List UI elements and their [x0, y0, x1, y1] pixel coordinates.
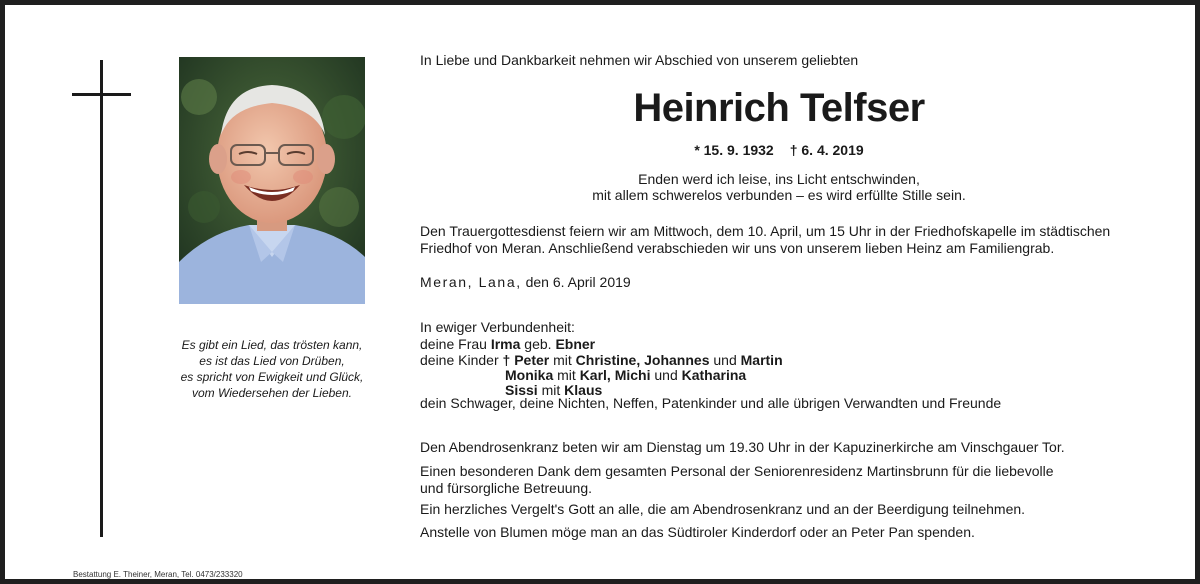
poem-line: es spricht von Ewigkeit und Glück, — [180, 370, 364, 384]
mit-label: mit — [537, 382, 565, 398]
grandchildren-names: Christine, Johannes — [575, 352, 710, 368]
birth-date: * 15. 9. 1932 — [694, 142, 774, 158]
quote — [420, 171, 1138, 203]
grandchild-name: Katharina — [681, 367, 747, 383]
cross-icon — [100, 60, 103, 537]
wife-first-name: Irma — [490, 336, 521, 352]
place-date — [420, 274, 631, 291]
poem-line: es ist das Lied von Drüben, — [199, 354, 345, 368]
thanks-line: und fürsorgliche Betreuung. — [420, 480, 592, 496]
place: Meran, Lana, — [420, 274, 522, 290]
und-label: und — [709, 352, 741, 368]
child-name: Monika — [505, 367, 554, 383]
cross-bar — [72, 93, 131, 96]
poem — [145, 337, 399, 401]
intro-text: In Liebe und Dankbarkeit nehmen wir Abschied von unserem geliebten — [420, 52, 859, 68]
grandchildren-names: Karl, Michi — [579, 367, 651, 383]
family-others: dein Schwager, deine Nichten, Neffen, Patenkinder und alle übrigen Verwandten und Freunde — [420, 395, 1002, 411]
mit-label: mit — [549, 352, 576, 368]
service-line: Den Trauergottesdienst feiern wir am Mittwoch, dem 10. April, um 15 Uhr in der Friedhofskapelle im städtischen — [420, 223, 1111, 239]
und-label: und — [650, 367, 682, 383]
quote-line: Enden werd ich leise, ins Licht entschwinden, — [638, 171, 920, 187]
quote-line: mit allem schwerelos verbunden – es wird erfüllte Stille sein. — [592, 187, 966, 203]
funeral-home-footer: Bestattung E. Theiner, Meran, Tel. 0473/233320 — [73, 570, 243, 579]
deceased-name: Heinrich Telfser — [633, 86, 925, 130]
family-wife — [420, 336, 595, 353]
flowers-text: Anstelle von Blumen möge man an das Südtiroler Kinderdorf oder an Peter Pan spenden. — [420, 524, 975, 540]
vergelt-text: Ein herzliches Vergelt's Gott an alle, die am Abendrosenkranz und an der Beerdigung teilnehmen. — [420, 501, 1026, 517]
service-info — [420, 223, 1110, 257]
poem-line: vom Wiedersehen der Lieben. — [192, 386, 352, 400]
service-line: Friedhof von Meran. Anschließend verabschieden wir uns von unserem lieben Heinz am Familiengrab. — [420, 240, 1055, 256]
date: den 6. April 2019 — [521, 274, 631, 290]
portrait-photo — [179, 57, 365, 304]
geb-label: geb. — [520, 336, 556, 352]
thanks-text — [420, 463, 1054, 497]
child-name: Sissi — [505, 382, 538, 398]
grandchild-name: Martin — [740, 352, 783, 368]
rosary-info: Den Abendrosenkranz beten wir am Dienstag um 19.30 Uhr in der Kapuzinerkirche am Vinschgauer Tor. — [420, 439, 1065, 455]
child-name: † Peter — [502, 352, 550, 368]
wife-prefix: deine Frau — [420, 336, 491, 352]
spouse-name: Klaus — [564, 382, 603, 398]
wife-maiden-name: Ebner — [555, 336, 596, 352]
poem-line: Es gibt ein Lied, das trösten kann, — [181, 338, 363, 352]
mit-label: mit — [553, 367, 580, 383]
children-prefix: deine Kinder — [420, 352, 503, 368]
life-dates — [420, 141, 1138, 159]
family-title: In ewiger Verbundenheit: — [420, 319, 575, 335]
death-date: † 6. 4. 2019 — [789, 142, 864, 158]
thanks-line: Einen besonderen Dank dem gesamten Personal der Seniorenresidenz Martinsbrunn für die liebevolle — [420, 463, 1054, 479]
